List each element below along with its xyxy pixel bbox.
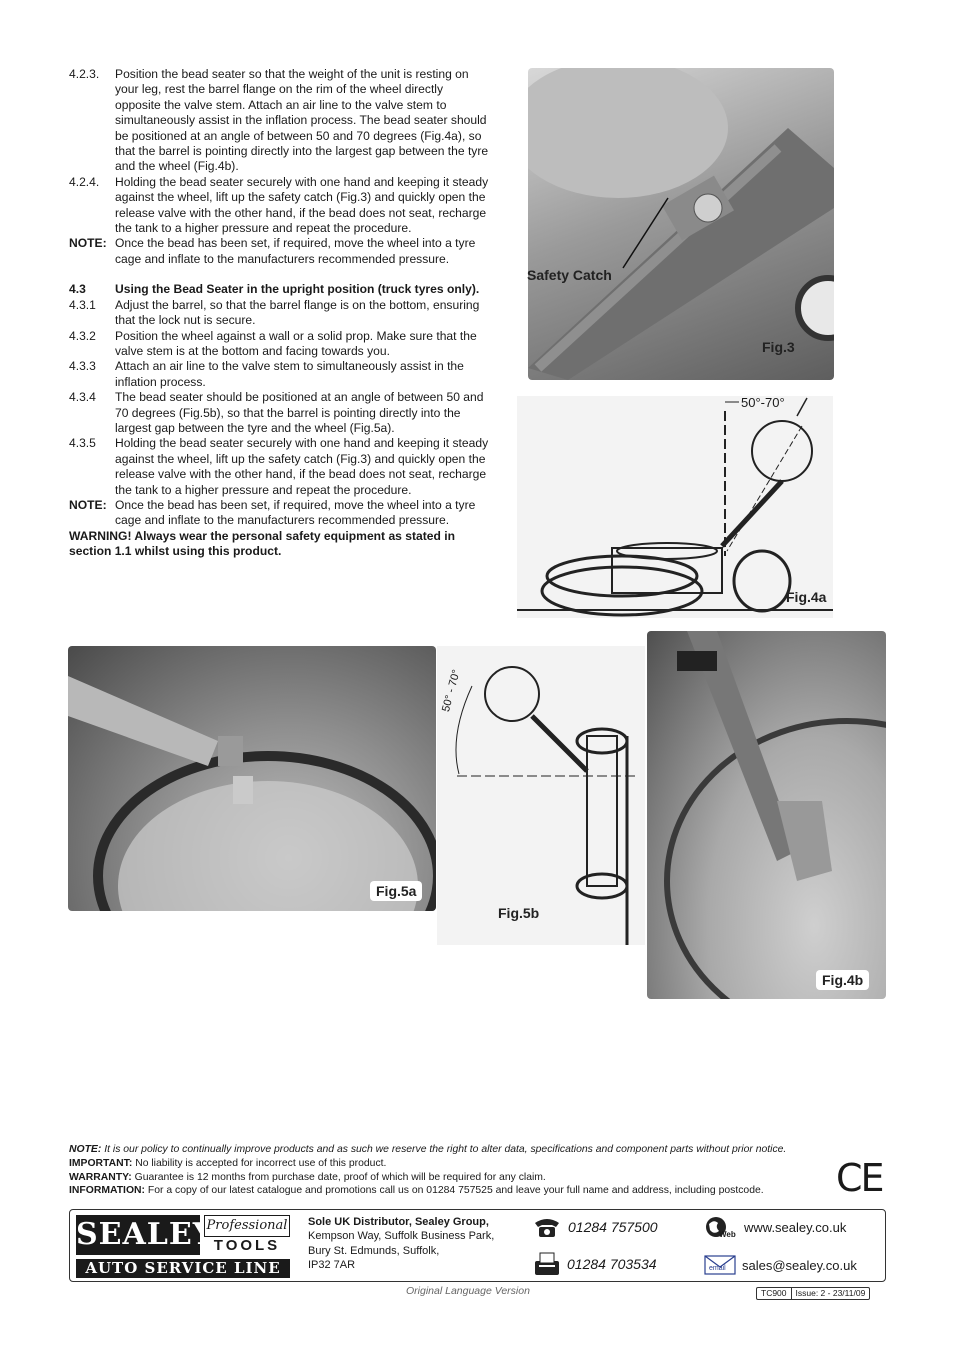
distributor-address (308, 1215, 494, 1272)
fig3-label: Fig.3 (762, 339, 795, 355)
fig5b-label: Fig.5b (498, 905, 540, 921)
issue-box (756, 1287, 870, 1300)
address-line-2: Bury St. Edmunds, Suffolk, (308, 1244, 440, 1257)
ce-mark: CE (836, 1156, 883, 1200)
model-number: TC900 (761, 1288, 787, 1298)
issue-date: Issue: 2 - 23/11/09 (791, 1288, 870, 1299)
fig5a-photo (68, 646, 436, 911)
information-note: INFORMATION: For a copy of our latest catalogue and promotions call us on 01284 757525 and leave your full name and address, including postcode. (69, 1185, 764, 1197)
instruction-4-3-3: 4.3.3 Attach an air line to the valve stem to simultaneously assist in the inflation process. (69, 359, 464, 389)
website-link[interactable]: www.sealey.co.uk (744, 1220, 847, 1235)
policy-note: NOTE: It is our policy to continually improve products and as such we reserve the right to alter data, specifications and component parts without prior notice. (69, 1144, 787, 1155)
email-link[interactable]: sales@sealey.co.uk (742, 1258, 857, 1273)
fig4b-label: Fig.4b (816, 970, 869, 990)
instruction-4-3-2: 4.3.2 Position the wheel against a wall or a solid prop. Make sure that the valve stem is at the bottom and facing towards you. (69, 328, 477, 358)
fax-icon (532, 1251, 562, 1282)
fax-number[interactable]: 01284 703534 (567, 1256, 657, 1272)
fig5a-illustration (68, 646, 436, 911)
instructions-column (69, 67, 491, 560)
instruction-4-3-5: 4.3.5 Holding the bead seater securely with one hand and keeping it steady against the wheel, lift up the safety catch (Fig.3) and quickly open the release valve with the other hand, if the bead does not seat, recharge the tank to a higher pressure and repeat the procedure. (69, 436, 489, 497)
original-language-version: Original Language Version (406, 1285, 530, 1297)
fig3-illustration (528, 68, 834, 380)
web-globe-icon (704, 1215, 738, 1241)
warning-text: WARNING! Always wear the personal safety equipment as stated in section 1.1 whilst using this product. (69, 528, 455, 559)
instruction-4-3-4: 4.3.4 The bead seater should be positioned at an angle of between 50 and 70 degrees (Fig.5b), so that the barrel is pointing directly into the largest gap between the tyre and the wheel (Fig.5a). (69, 390, 484, 435)
phone-number[interactable]: 01284 757500 (568, 1219, 658, 1235)
address-line-3: IP32 7AR (308, 1258, 356, 1271)
phone-icon (532, 1215, 562, 1244)
fig4b-illustration (647, 631, 886, 999)
email-envelope-icon (704, 1255, 736, 1275)
note-4-3: NOTE: Once the bead has been set, if required, move the wheel into a tyre cage and inflate to the manufacturers recommended pressure. (69, 497, 476, 528)
policy-notes (69, 1143, 869, 1198)
safety-catch-label: Safety Catch (527, 267, 612, 283)
fig5b-diagram (437, 646, 645, 945)
fig4a-illustration (517, 396, 833, 618)
logo-tools: TOOLS (213, 1237, 281, 1254)
fig4b-photo (647, 631, 886, 999)
distributor-name: Sole UK Distributor, Sealey Group, (308, 1216, 489, 1228)
fig3-photo (528, 68, 834, 380)
instruction-4-2-3: 4.2.3. Position the bead seater so that the weight of the unit is resting on your leg, rest the barrel flange on the rim of the wheel directly opposite the valve stem. Attach an air line to the valve stem to simultaneously assist in the inflation process. The bead seater should be positioned at an angle of between 50 and 70 degrees (Fig.4a), so that the barrel is pointing directly into the largest gap between the tyre and the wheel (Fig.4b). (69, 67, 489, 174)
logo-line: AUTO SERVICE LINE (76, 1259, 290, 1278)
warranty-note: WARRANTY: Guarantee is 12 months from purchase date, proof of which will be required for any claim. (69, 1171, 546, 1183)
address-line-1: Kempson Way, Suffolk Business Park, (308, 1230, 495, 1243)
important-note: IMPORTANT: No liability is accepted for incorrect use of this product. (69, 1157, 387, 1169)
section-4-3-heading: 4.3 Using the Bead Seater in the upright position (truck tyres only). (69, 282, 480, 297)
sealey-logo (73, 1213, 295, 1279)
logo-brand: SEALEY (76, 1215, 200, 1255)
email-icon-label: email (709, 1265, 726, 1272)
fig4a-angle-label: 50°-70° (741, 395, 785, 410)
logo-script: Professional (204, 1215, 290, 1237)
note-4-2: NOTE: Once the bead has been set, if required, move the wheel into a tyre cage and inflate to the manufacturers recommended pressure. (69, 236, 476, 266)
fig5b-illustration (437, 646, 645, 945)
web-icon-label: Web (719, 1230, 736, 1239)
instruction-4-3-1: 4.3.1 Adjust the barrel, so that the barrel flange is on the bottom, ensuring that the lock nut is secure. (69, 297, 480, 328)
fig4a-diagram (517, 396, 833, 618)
fig4a-label: Fig.4a (786, 589, 827, 605)
instruction-4-2-4: 4.2.4. Holding the bead seater securely with one hand and keeping it steady against the wheel, lift up the safety catch (Fig.3) and quickly open the release valve with the other hand, if the bead does not seat, recharge the tank to a higher pressure and repeat the procedure. (69, 174, 489, 236)
fig5b-angle-label: 50° - 70° (440, 668, 463, 714)
fig5a-label: Fig.5a (370, 881, 422, 901)
